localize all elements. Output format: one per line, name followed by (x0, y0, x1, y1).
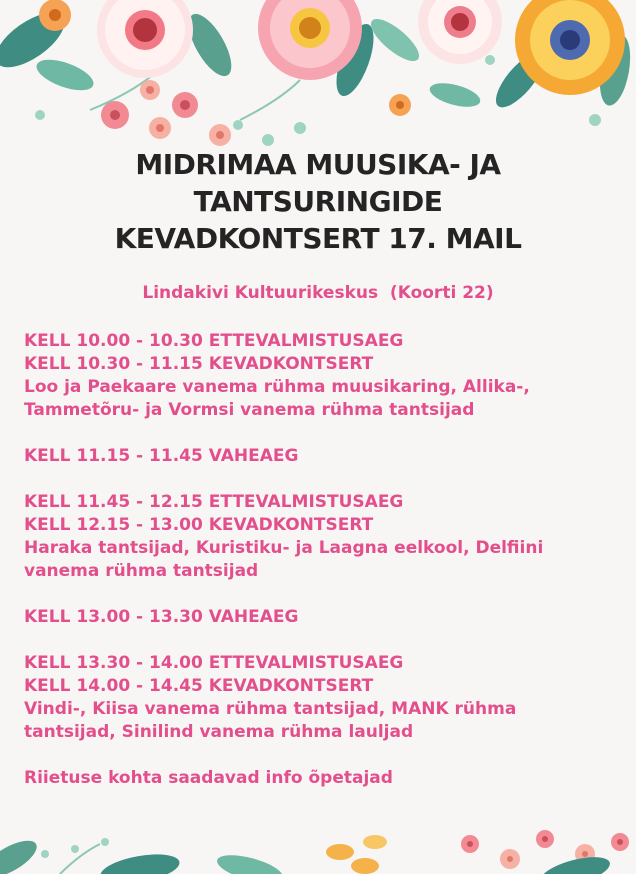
floral-border-bottom-icon (0, 814, 636, 874)
spacer (24, 468, 624, 491)
floral-border-top-icon (0, 0, 636, 150)
schedule-line: Tammetõru- ja Vormsi vanema rühma tantsijad (24, 400, 475, 420)
title-line: KEVADKONTSERT 17. MAIL (114, 222, 522, 255)
schedule-line: vanema rühma tantsijad (24, 561, 259, 581)
spacer (24, 629, 624, 652)
schedule-line: Vindi-, Kiisa vanema rühma tantsijad, MANK rühma (24, 699, 517, 719)
schedule-block (24, 606, 624, 629)
spacer (24, 744, 624, 767)
spacer (24, 583, 624, 606)
schedule-line: Loo ja Paekaare vanema rühma muusikaring, Allika-, (24, 377, 530, 397)
schedule-line: KELL 12.15 - 13.00 KEVADKONTSERT (24, 515, 374, 535)
schedule-block (24, 330, 624, 422)
schedule-block (24, 491, 624, 583)
venue-subtitle: Lindakivi Kultuurikeskus (Koorti 22) (142, 283, 494, 303)
schedule-block (24, 445, 624, 468)
schedule-line: Riietuse kohta saadavad info õpetajad (24, 768, 393, 788)
title-line: TANTSURINGIDE (193, 185, 443, 218)
schedule (24, 330, 624, 790)
schedule-block (24, 767, 624, 790)
schedule-line: KELL 14.00 - 14.45 KEVADKONTSERT (24, 676, 374, 696)
schedule-line: KELL 13.00 - 13.30 VAHEAEG (24, 607, 299, 627)
schedule-block (24, 652, 624, 744)
schedule-line: KELL 10.00 - 10.30 ETTEVALMISTUSAEG (24, 331, 404, 351)
spacer (24, 422, 624, 445)
schedule-line: Haraka tantsijad, Kuristiku- ja Laagna eelkool, Delfiini (24, 538, 544, 558)
schedule-line: KELL 11.15 - 11.45 VAHEAEG (24, 446, 299, 466)
poster-title (0, 146, 636, 257)
schedule-line: KELL 10.30 - 11.15 KEVADKONTSERT (24, 354, 374, 374)
title-line: MIDRIMAA MUUSIKA- JA (135, 148, 501, 181)
schedule-line: tantsijad, Sinilind vanema rühma lauljad (24, 722, 414, 742)
schedule-line: KELL 13.30 - 14.00 ETTEVALMISTUSAEG (24, 653, 404, 673)
schedule-line: KELL 11.45 - 12.15 ETTEVALMISTUSAEG (24, 492, 404, 512)
